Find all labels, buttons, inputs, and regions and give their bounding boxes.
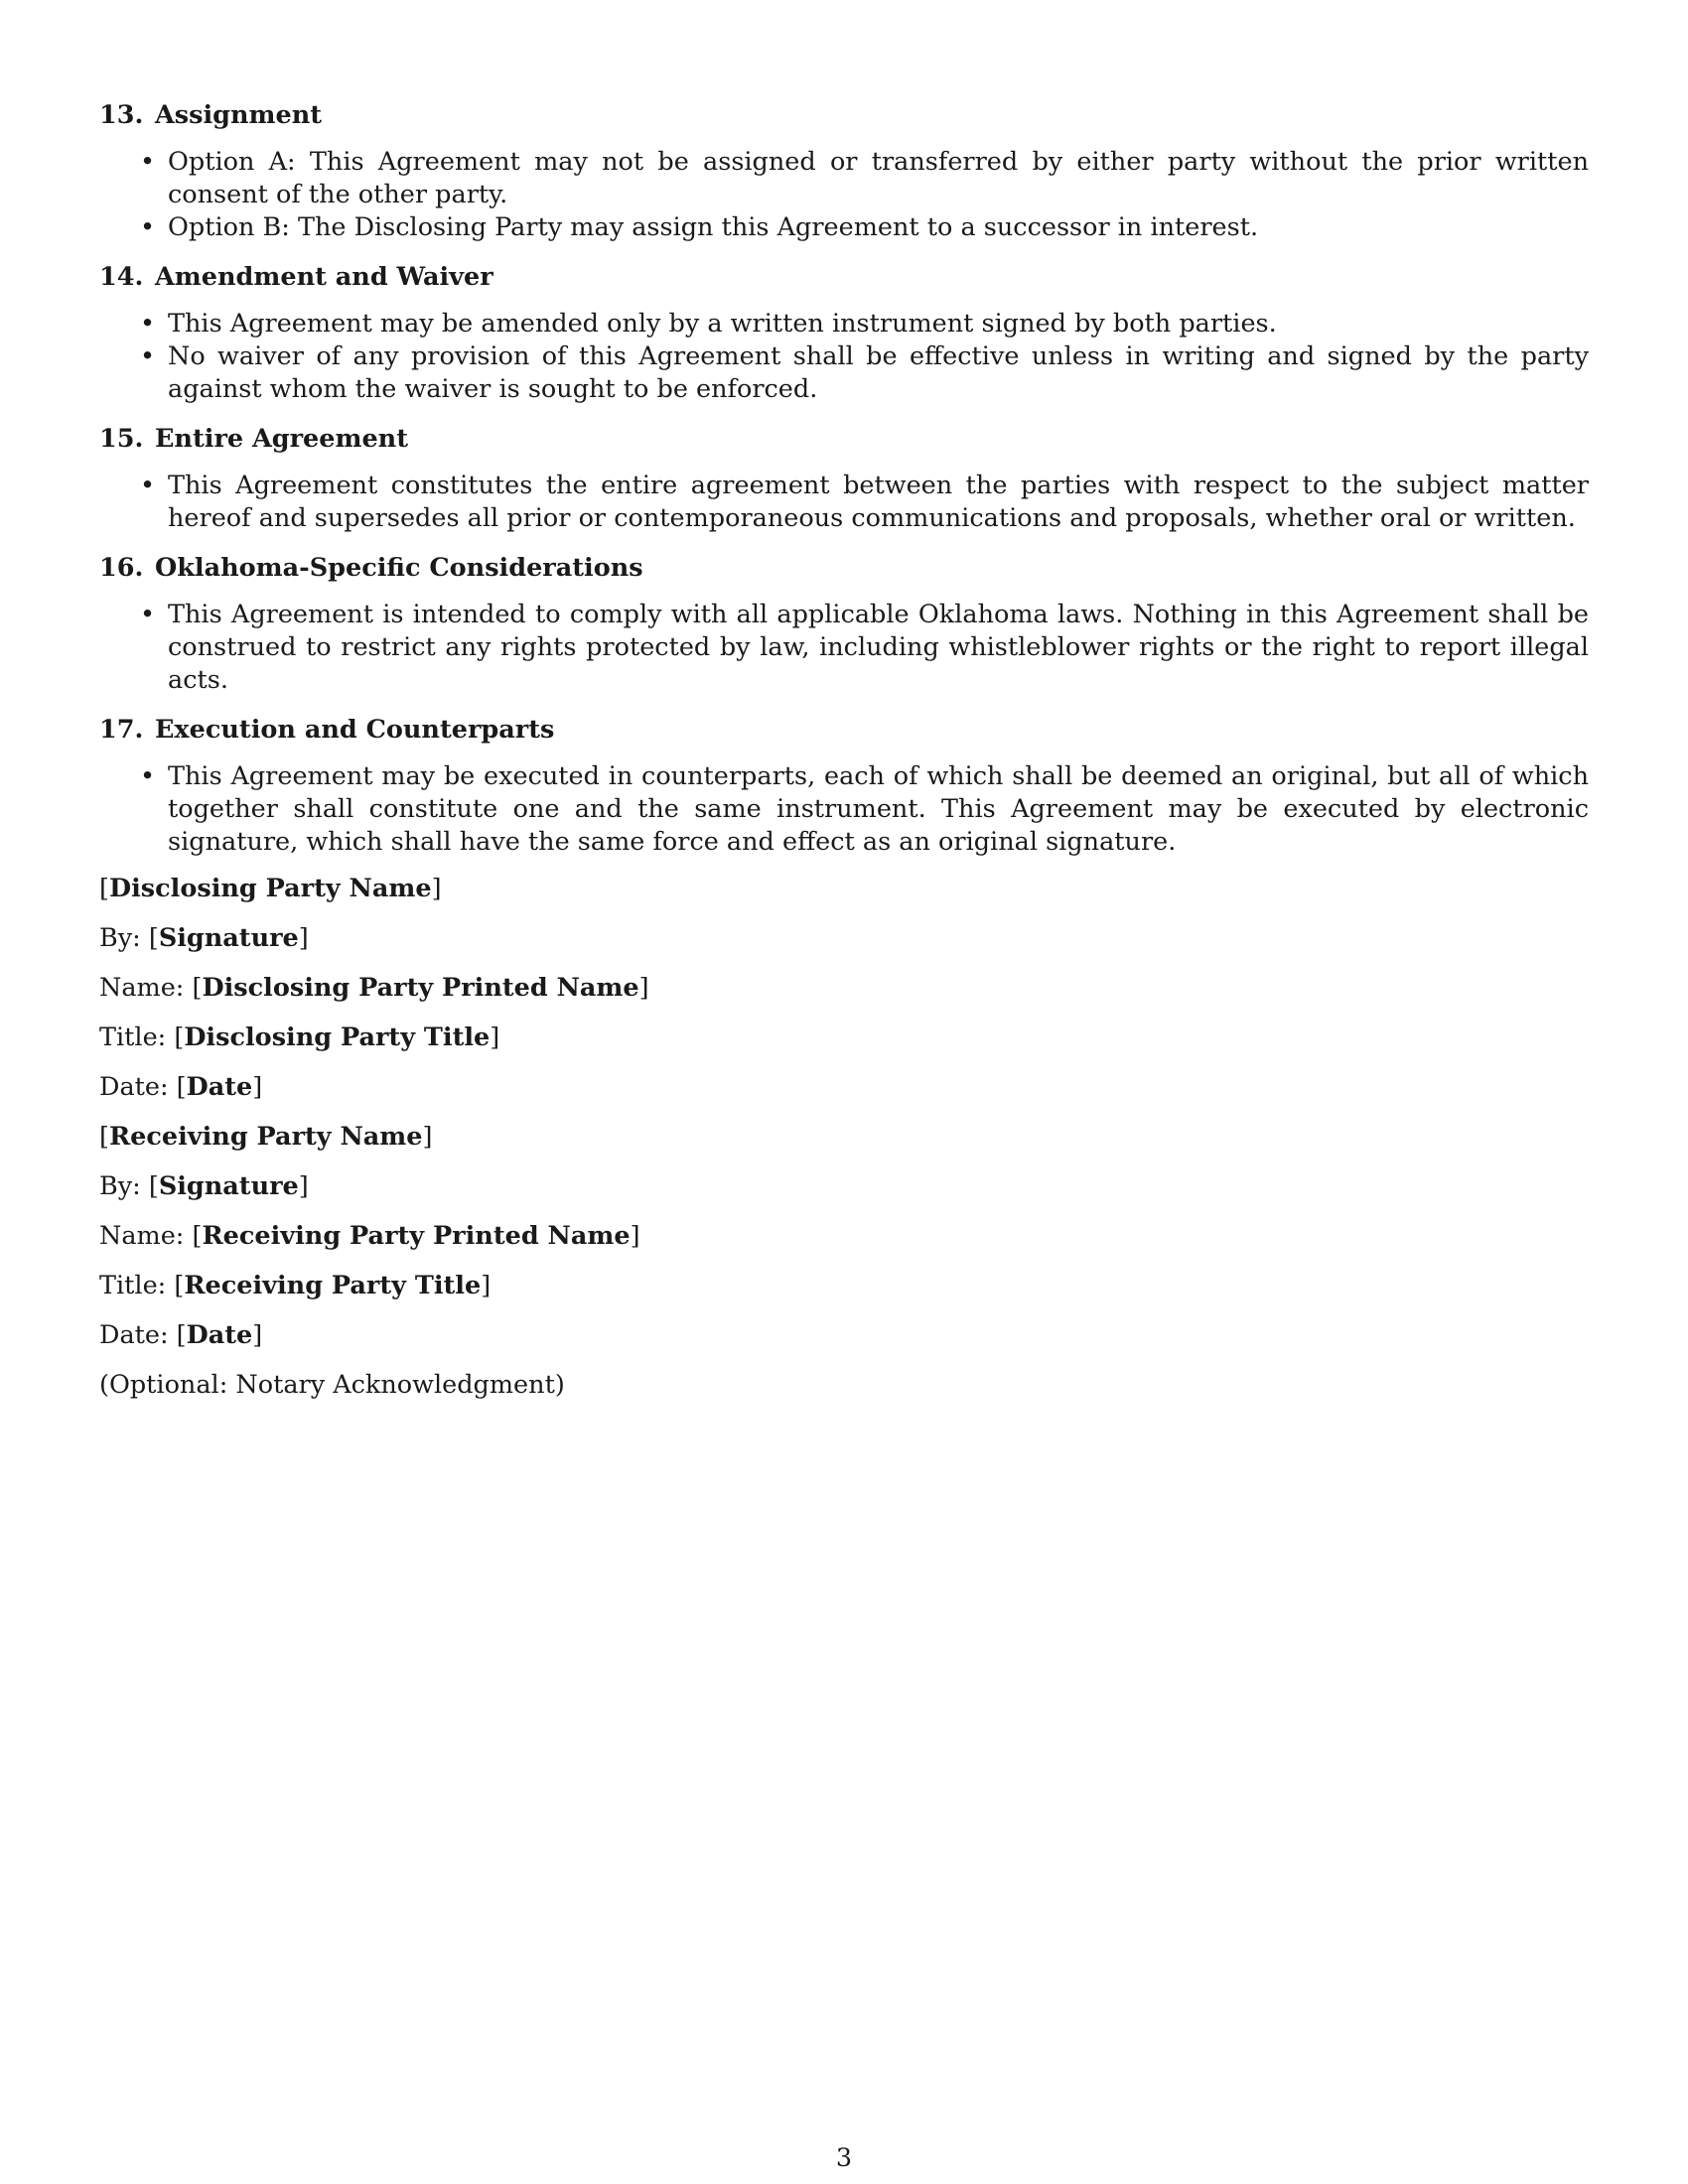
title-placeholder: Receiving Party Title xyxy=(184,1271,482,1300)
receiving-title-line: Title: [Receiving Party Title] xyxy=(99,1271,492,1300)
title-placeholder: Disclosing Party Title xyxy=(184,1023,491,1052)
section-number: 14. xyxy=(99,262,144,292)
section-13 xyxy=(99,99,1589,244)
receiving-name-line: Name: [Receiving Party Printed Name] xyxy=(99,1221,640,1251)
section-heading xyxy=(99,552,1589,585)
list-item: • This Agreement constitutes the entire agreement between the parties with respect to the subject matter hereof and supersedes all prior or contemporaneous communications and proposals, whether oral or written. xyxy=(168,470,1589,535)
list-item: • No waiver of any provision of this Agreement shall be effective unless in writing and signed by the party against whom the waiver is sought to be enforced. xyxy=(168,341,1589,406)
section-list xyxy=(99,760,1589,859)
date-placeholder: Date xyxy=(186,1320,253,1350)
section-17 xyxy=(99,714,1589,859)
section-list xyxy=(99,308,1589,406)
receiving-by-line: By: [Signature] xyxy=(99,1171,309,1201)
list-item: • Option A: This Agreement may not be assigned or transferred by either party without the prior written consent of the other party. xyxy=(168,146,1589,211)
disclosing-party-name: [Disclosing Party Name] xyxy=(99,874,442,903)
section-number: 16. xyxy=(99,553,144,583)
section-16 xyxy=(99,552,1589,697)
disclosing-name-line: Name: [Disclosing Party Printed Name] xyxy=(99,973,649,1003)
disclosing-title-line: Title: [Disclosing Party Title] xyxy=(99,1023,500,1052)
list-item: • Option B: The Disclosing Party may assign this Agreement to a successor in interest. xyxy=(168,211,1589,244)
name-label: Name: xyxy=(99,973,185,1003)
title-label: Title: xyxy=(99,1023,167,1052)
disclosing-date-line: Date: [Date] xyxy=(99,1072,263,1102)
party-name-value: Disclosing Party Name xyxy=(108,874,432,903)
section-heading xyxy=(99,261,1589,294)
list-item: • This Agreement is intended to comply with all applicable Oklahoma laws. Nothing in this Agreement shall be construed to restrict any rights protected by law, including whistleblower rights or the right to report illegal acts. xyxy=(168,599,1589,697)
section-number: 17. xyxy=(99,715,144,745)
by-label: By: xyxy=(99,1171,141,1201)
disclosing-by-line: By: [Signature] xyxy=(99,923,309,953)
printed-name-placeholder: Receiving Party Printed Name xyxy=(202,1221,631,1251)
date-label: Date: xyxy=(99,1072,169,1102)
disclosing-signature-block xyxy=(99,873,1589,1104)
optional-notary-note: (Optional: Notary Acknowledgment) xyxy=(99,1370,565,1400)
party-name-value: Receiving Party Name xyxy=(108,1122,423,1152)
section-title: Amendment and Waiver xyxy=(155,262,493,292)
section-list xyxy=(99,146,1589,244)
section-heading xyxy=(99,99,1589,132)
signature-placeholder: Signature xyxy=(158,1171,299,1201)
section-title: Assignment xyxy=(155,100,323,130)
receiving-party-name: [Receiving Party Name] xyxy=(99,1122,433,1152)
section-list xyxy=(99,470,1589,535)
section-title: Entire Agreement xyxy=(155,424,408,454)
document-page xyxy=(99,99,1589,1419)
title-label: Title: xyxy=(99,1271,167,1300)
section-14 xyxy=(99,261,1589,406)
section-title: Oklahoma-Specific Considerations xyxy=(155,553,643,583)
section-heading xyxy=(99,714,1589,747)
list-item: • This Agreement may be executed in counterparts, each of which shall be deemed an original, but all of which together shall constitute one and the same instrument. This Agreement may be executed by electronic signature, which shall have the same force and effect as an original signature. xyxy=(168,760,1589,859)
section-heading xyxy=(99,423,1589,456)
date-placeholder: Date xyxy=(186,1072,253,1102)
section-number: 15. xyxy=(99,424,144,454)
printed-name-placeholder: Disclosing Party Printed Name xyxy=(202,973,639,1003)
list-item: • This Agreement may be amended only by a written instrument signed by both parties. xyxy=(168,308,1589,341)
receiving-date-line: Date: [Date] xyxy=(99,1320,263,1350)
section-title: Execution and Counterparts xyxy=(155,715,555,745)
section-15 xyxy=(99,423,1589,535)
receiving-signature-block xyxy=(99,1121,1589,1352)
signature-placeholder: Signature xyxy=(158,923,299,953)
by-label: By: xyxy=(99,923,141,953)
section-number: 13. xyxy=(99,100,144,130)
name-label: Name: xyxy=(99,1221,185,1251)
page-number: 3 xyxy=(835,2143,853,2173)
section-list xyxy=(99,599,1589,697)
date-label: Date: xyxy=(99,1320,169,1350)
